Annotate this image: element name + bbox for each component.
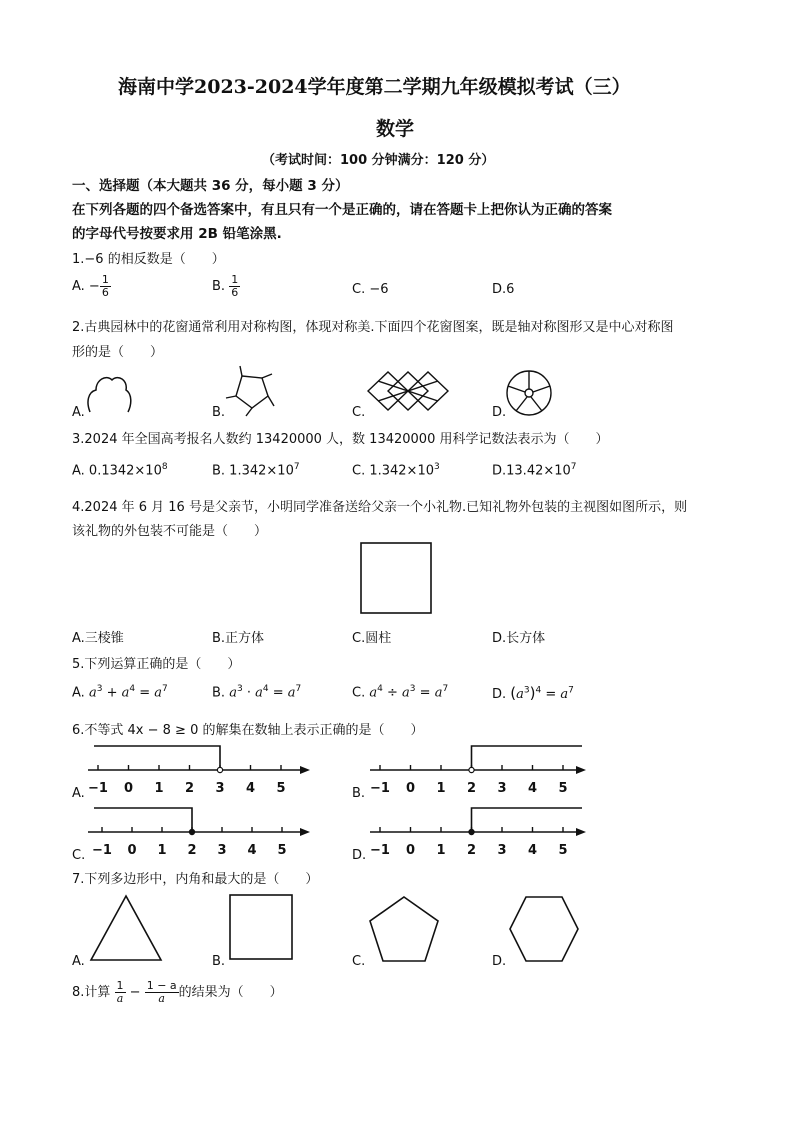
solution-ray bbox=[94, 746, 220, 770]
tick-label: 1 bbox=[157, 843, 167, 858]
q5-c-exp1: 4 bbox=[377, 684, 383, 694]
q5-b-var3: a bbox=[287, 685, 296, 701]
q6-stem: 6.不等式 4x − 8 ≥ 0 的解集在数轴上表示正确的是（ ） bbox=[72, 723, 424, 738]
q5-d-var1: a bbox=[516, 687, 524, 702]
q5-option-c bbox=[352, 684, 448, 700]
tick-label: 5 bbox=[558, 781, 568, 796]
q7-label-c: C. bbox=[352, 954, 366, 969]
tick-label: 1 bbox=[436, 781, 446, 796]
q4-stem-line2: 该礼物的外包装不可能是（ ） bbox=[72, 524, 268, 539]
tick-label: 3 bbox=[497, 843, 507, 858]
closed-endpoint bbox=[469, 829, 474, 834]
q7-label-a: A. bbox=[72, 954, 85, 969]
q5-d-exp3: 7 bbox=[568, 685, 574, 696]
pentagon-figure bbox=[368, 895, 440, 963]
tick-label: −1 bbox=[370, 781, 390, 796]
q5-a-var3: a bbox=[154, 685, 163, 701]
tick-label: 5 bbox=[276, 781, 286, 796]
q5-d-var2: a bbox=[560, 687, 569, 702]
q5-b-exp1: 3 bbox=[236, 684, 243, 694]
pinwheel-window-figure bbox=[224, 364, 276, 416]
tick-label: 1 bbox=[436, 843, 446, 858]
q3-option-b bbox=[212, 462, 300, 478]
q2-stem-line2: 形的是（ ） bbox=[72, 345, 164, 360]
q2-label-d: D. bbox=[492, 405, 507, 420]
axis-arrow bbox=[576, 828, 586, 836]
q8-fraction2-numerator: 1 − a bbox=[146, 979, 177, 992]
q1-a-denominator: 6 bbox=[101, 286, 109, 299]
q7-label-b: B. bbox=[212, 954, 226, 969]
q5-c-op: ÷ bbox=[382, 685, 403, 701]
q5-option-a bbox=[72, 684, 168, 700]
q5-option-d: D. $(a^3)^4 = a^7$ bbox=[492, 684, 574, 702]
axis-arrow bbox=[300, 828, 310, 836]
q5-a-var2: a bbox=[121, 685, 130, 701]
q1-b-denominator: 6 bbox=[231, 286, 239, 299]
number-line-d bbox=[370, 806, 586, 866]
q4-option-a: A.三棱锥 bbox=[72, 631, 124, 646]
q3-a-exponent: 8 bbox=[161, 462, 168, 472]
q1-b-numerator: 1 bbox=[231, 273, 239, 286]
tick-label: 0 bbox=[405, 781, 416, 796]
number-line-a bbox=[88, 744, 310, 804]
exam-info: （考试时间：100 分钟满分：120 分） bbox=[262, 153, 495, 168]
q5-b-op: · bbox=[242, 685, 256, 701]
q6-label-b: B. bbox=[352, 786, 366, 801]
number-line-c bbox=[88, 806, 310, 866]
q5-d-outer-exp: 4 bbox=[535, 685, 542, 696]
q5-option-b bbox=[212, 684, 301, 700]
q1-option-d: D.6 bbox=[492, 282, 515, 297]
q3-c-base: C. 1.342×10 bbox=[352, 463, 434, 479]
q5-c-var1: a bbox=[369, 685, 378, 701]
q5-b-label: B. bbox=[212, 685, 230, 701]
q5-c-var2: a bbox=[402, 685, 410, 701]
q3-option-a bbox=[72, 462, 168, 478]
q8-minus: − bbox=[125, 985, 145, 1000]
tick-label: 5 bbox=[558, 843, 568, 858]
open-endpoint bbox=[469, 767, 474, 772]
q3-a-base: A. 0.1342×10 bbox=[72, 463, 162, 479]
tick-label: 4 bbox=[527, 781, 538, 796]
q6-label-a: A. bbox=[72, 786, 85, 801]
cloud-window-figure bbox=[84, 372, 134, 417]
q4-option-b: B.正方体 bbox=[212, 631, 265, 646]
q5-b-exp2: 4 bbox=[262, 684, 269, 694]
q3-stem: 3.2024 年全国高考报名人数约 13420000 人，数 13420000 用科学记数法表示为（ ） bbox=[72, 432, 609, 447]
tick-label: 4 bbox=[245, 781, 256, 796]
triangle-figure bbox=[88, 893, 164, 963]
q3-option-c bbox=[352, 462, 440, 478]
tick-label: 2 bbox=[466, 781, 477, 796]
solution-ray bbox=[472, 808, 583, 832]
q5-a-op: + bbox=[102, 685, 122, 701]
tick-label: 5 bbox=[277, 843, 287, 858]
closed-endpoint bbox=[189, 829, 194, 834]
tick-label: 0 bbox=[405, 843, 416, 858]
q1-option-b bbox=[212, 274, 240, 299]
tick-label: 1 bbox=[154, 781, 164, 796]
q1-option-a bbox=[72, 274, 111, 299]
q3-option-d bbox=[492, 462, 577, 478]
axis-arrow bbox=[576, 766, 586, 774]
tick-label: 4 bbox=[527, 843, 538, 858]
q5-b-exp3: 7 bbox=[295, 684, 302, 694]
q7-label-d: D. bbox=[492, 954, 507, 969]
tick-label: 4 bbox=[247, 843, 257, 858]
q8-stem-suffix: 的结果为（ ） bbox=[178, 985, 283, 1000]
front-view-square-figure bbox=[360, 542, 432, 614]
q5-a-exp1: 3 bbox=[96, 684, 103, 694]
q4-stem-line1: 4.2024 年 6 月 16 号是父亲节，小明同学准备送给父亲一个小礼物.已知礼物外包装的主视图如图所示，则 bbox=[72, 500, 688, 515]
q5-b-var2: a bbox=[255, 685, 263, 701]
q2-stem-line1: 2.古典园林中的花窗通常利用对称构图，体现对称美.下面四个花窗图案，既是轴对称图形又是中心对称图 bbox=[72, 320, 674, 335]
flower-window-figure bbox=[504, 368, 554, 418]
section-heading: 一、选择题（本大题共 36 分，每小题 3 分） bbox=[72, 178, 349, 194]
q7-stem: 7.下列多边形中，内角和最大的是（ ） bbox=[72, 872, 319, 887]
q1-b-prefix: B. bbox=[212, 279, 230, 294]
q8-fraction1-denominator: a bbox=[116, 992, 124, 1005]
q3-b-exponent: 7 bbox=[293, 462, 300, 472]
section-instruction-line2: 的字母代号按要求用 2B 铅笔涂黑. bbox=[72, 226, 282, 242]
tick-label: 3 bbox=[497, 781, 507, 796]
open-endpoint bbox=[217, 767, 222, 772]
page-title: 海南中学2023-2024学年度第二学期九年级模拟考试（三） bbox=[118, 76, 631, 98]
hexagon-figure bbox=[508, 895, 580, 963]
q5-d-inner-exp: 3 bbox=[523, 685, 530, 696]
square-figure bbox=[228, 893, 294, 961]
q5-a-eq: = bbox=[135, 685, 155, 701]
q3-d-exponent: 7 bbox=[570, 462, 577, 472]
q5-c-eq: = bbox=[415, 685, 435, 701]
tick-label: 3 bbox=[217, 843, 227, 858]
q1-option-c: C. −6 bbox=[352, 282, 389, 297]
tick-label: −1 bbox=[92, 843, 112, 858]
q5-b-var1: a bbox=[229, 685, 237, 701]
q3-c-exponent: 3 bbox=[434, 462, 440, 472]
q2-label-b: B. bbox=[212, 405, 226, 420]
q4-option-d: D.长方体 bbox=[492, 631, 546, 646]
q5-a-var1: a bbox=[88, 685, 97, 701]
q2-label-a: A. bbox=[72, 405, 85, 420]
number-line-b bbox=[370, 744, 586, 804]
lattice-window-figure bbox=[364, 368, 456, 414]
q5-c-exp2: 3 bbox=[409, 684, 416, 694]
q6-label-d: D. bbox=[352, 848, 367, 863]
q8-fraction1-numerator: 1 bbox=[116, 979, 124, 992]
axis-arrow bbox=[300, 766, 310, 774]
q5-a-exp2: 4 bbox=[129, 684, 136, 694]
q4-option-c: C.圆柱 bbox=[352, 631, 392, 646]
q8-fraction2-denominator: a bbox=[158, 992, 165, 1005]
q5-d-label: D. bbox=[492, 687, 511, 702]
q5-c-exp3: 7 bbox=[442, 684, 449, 694]
solution-ray bbox=[94, 808, 192, 832]
tick-label: 0 bbox=[127, 843, 137, 858]
q1-stem: 1.−6 的相反数是（ ） bbox=[72, 252, 225, 267]
q5-a-exp3: 7 bbox=[162, 684, 168, 694]
q2-label-c: C. bbox=[352, 405, 366, 420]
q1-a-numerator: 1 bbox=[101, 273, 109, 286]
q5-c-label: C. bbox=[352, 685, 370, 701]
q5-c-var3: a bbox=[434, 685, 443, 701]
q8-stem bbox=[72, 980, 283, 1005]
q8-stem-prefix: 8.计算 bbox=[72, 985, 115, 1000]
q5-b-eq: = bbox=[268, 685, 288, 701]
tick-label: 2 bbox=[466, 843, 477, 858]
tick-label: 2 bbox=[187, 843, 197, 858]
tick-label: 0 bbox=[123, 781, 134, 796]
tick-label: 2 bbox=[184, 781, 195, 796]
q5-a-label: A. bbox=[72, 685, 89, 701]
tick-label: −1 bbox=[88, 781, 108, 796]
q3-d-base: D.13.42×10 bbox=[492, 463, 571, 479]
q3-b-base: B. 1.342×10 bbox=[212, 463, 294, 479]
tick-label: 3 bbox=[215, 781, 225, 796]
q5-d-eq: = bbox=[541, 687, 561, 702]
tick-label: −1 bbox=[370, 843, 390, 858]
section-instruction-line1: 在下列各题的四个备选答案中，有且只有一个是正确的，请在答题卡上把你认为正确的答案 bbox=[72, 202, 612, 218]
q6-label-c: C. bbox=[72, 848, 86, 863]
q1-a-prefix: A. − bbox=[72, 279, 100, 294]
subject-title: 数学 bbox=[376, 118, 415, 140]
q5-stem: 5.下列运算正确的是（ ） bbox=[72, 657, 241, 672]
solution-ray bbox=[472, 746, 583, 770]
